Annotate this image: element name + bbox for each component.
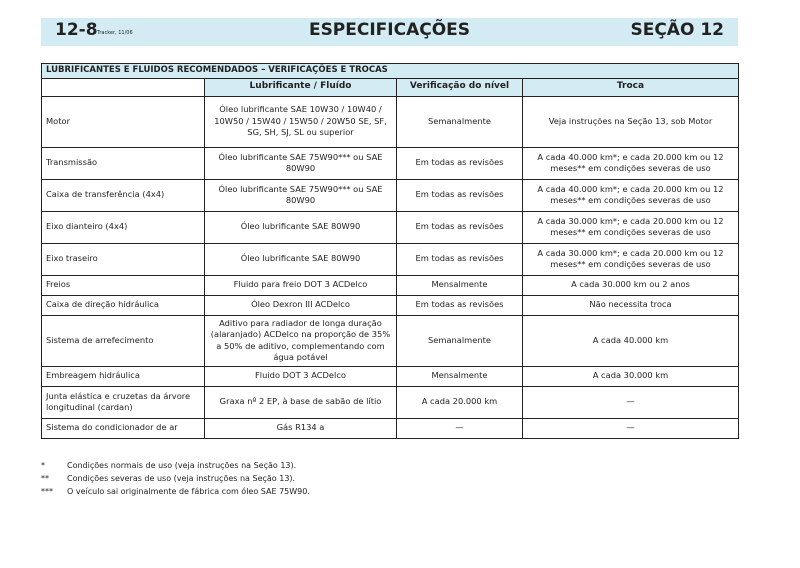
footnote-marker: * — [41, 461, 45, 470]
row-check-interval: — — [397, 418, 523, 438]
row-change-interval: A cada 30.000 km ou 2 anos — [523, 275, 739, 295]
page-number: 12-8 — [55, 20, 98, 40]
row-fluid: Óleo lubrificante SAE 75W90*** ou SAE 80W90 — [205, 147, 397, 179]
row-fluid: Fluido DOT 3 ACDelco — [205, 366, 397, 386]
row-item-label: Motor — [42, 96, 205, 147]
row-fluid: Óleo lubrificante SAE 80W90 — [205, 243, 397, 275]
row-item-label: Eixo dianteiro (4x4) — [42, 211, 205, 243]
table-row — [42, 366, 739, 386]
table-row — [42, 243, 739, 275]
footnote-text: Condições severas de uso (veja instruções na Seção 13). — [67, 474, 296, 483]
row-change-interval: A cada 40.000 km*; e cada 20.000 km ou 12 meses** em condições severas de uso — [523, 147, 739, 179]
footnote-text: Condições normais de uso (veja instruções na Seção 13). — [67, 461, 297, 470]
row-change-interval: A cada 30.000 km*; e cada 20.000 km ou 12 meses** em condições severas de uso — [523, 243, 739, 275]
row-item-label: Embreagem hidráulica — [42, 366, 205, 386]
column-header-change: Troca — [523, 78, 739, 96]
page-subtitle: Tracker, 11/06 — [97, 30, 133, 36]
row-fluid: Graxa nº 2 EP, à base de sabão de lítio — [205, 386, 397, 418]
row-change-interval: A cada 30.000 km*; e cada 20.000 km ou 12 meses** em condições severas de uso — [523, 211, 739, 243]
row-item-label: Freios — [42, 275, 205, 295]
column-header-check: Verificação do nível — [397, 78, 523, 96]
table-row — [42, 211, 739, 243]
table-row — [42, 275, 739, 295]
row-item-label: Eixo traseiro — [42, 243, 205, 275]
row-check-interval: Mensalmente — [397, 275, 523, 295]
row-change-interval: A cada 40.000 km — [523, 315, 739, 366]
row-fluid: Óleo lubrificante SAE 75W90*** ou SAE 80W90 — [205, 179, 397, 211]
row-change-interval: — — [523, 418, 739, 438]
row-fluid: Fluido para freio DOT 3 ACDelco — [205, 275, 397, 295]
row-fluid: Aditivo para radiador de longa duração (alaranjado) ACDelco na proporção de 35% a 50% de aditivo, complementando com água potável — [205, 315, 397, 366]
footnote — [41, 472, 310, 485]
column-header-fluid: Lubrificante / Fluído — [205, 78, 397, 96]
row-check-interval: Semanalmente — [397, 96, 523, 147]
table-caption: LUBRIFICANTES E FLUIDOS RECOMENDADOS – VERIFICAÇÕES E TROCAS — [42, 64, 739, 79]
row-check-interval: Em todas as revisões — [397, 295, 523, 315]
table-row — [42, 386, 739, 418]
row-check-interval: Semanalmente — [397, 315, 523, 366]
footnote-text: O veículo sai originalmente de fábrica com óleo SAE 75W90. — [67, 487, 310, 496]
table-row — [42, 315, 739, 366]
lubricants-table — [41, 63, 739, 439]
row-change-interval: A cada 40.000 km*; e cada 20.000 km ou 12 meses** em condições severas de uso — [523, 179, 739, 211]
row-fluid: Gás R134 a — [205, 418, 397, 438]
row-check-interval: Mensalmente — [397, 366, 523, 386]
row-fluid: Óleo lubrificante SAE 80W90 — [205, 211, 397, 243]
table-caption-row — [42, 64, 739, 79]
footnote-marker: *** — [41, 487, 53, 496]
row-change-interval: Veja instruções na Seção 13, sob Motor — [523, 96, 739, 147]
row-check-interval: A cada 20.000 km — [397, 386, 523, 418]
table-header-row — [42, 78, 739, 96]
table-row — [42, 418, 739, 438]
row-item-label: Caixa de direção hidráulica — [42, 295, 205, 315]
table-row — [42, 179, 739, 211]
row-item-label: Caixa de transferência (4x4) — [42, 179, 205, 211]
row-change-interval: Não necessita troca — [523, 295, 739, 315]
column-header-item — [42, 78, 205, 96]
table-row — [42, 295, 739, 315]
row-check-interval: Em todas as revisões — [397, 243, 523, 275]
row-item-label: Sistema do condicionador de ar — [42, 418, 205, 438]
footnote-marker: ** — [41, 474, 49, 483]
footnotes — [41, 459, 310, 498]
row-fluid: Óleo Dexron III ACDelco — [205, 295, 397, 315]
row-check-interval: Em todas as revisões — [397, 179, 523, 211]
row-check-interval: Em todas as revisões — [397, 147, 523, 179]
table-row — [42, 147, 739, 179]
row-change-interval: — — [523, 386, 739, 418]
row-change-interval: A cada 30.000 km — [523, 366, 739, 386]
page-header — [41, 18, 738, 46]
footnote — [41, 485, 310, 498]
row-item-label: Junta elástica e cruzetas da árvore longitudinal (cardan) — [42, 386, 205, 418]
row-item-label: Transmissão — [42, 147, 205, 179]
row-item-label: Sistema de arrefecimento — [42, 315, 205, 366]
section-label: SEÇÃO 12 — [630, 20, 724, 40]
row-fluid: Óleo lubrificante SAE 10W30 / 10W40 / 10W50 / 15W40 / 15W50 / 20W50 SE, SF, SG, SH, SJ, SL ou superior — [205, 96, 397, 147]
table-row — [42, 96, 739, 147]
page-title: ESPECIFICAÇÕES — [308, 20, 471, 40]
row-check-interval: Em todas as revisões — [397, 211, 523, 243]
footnote — [41, 459, 310, 472]
